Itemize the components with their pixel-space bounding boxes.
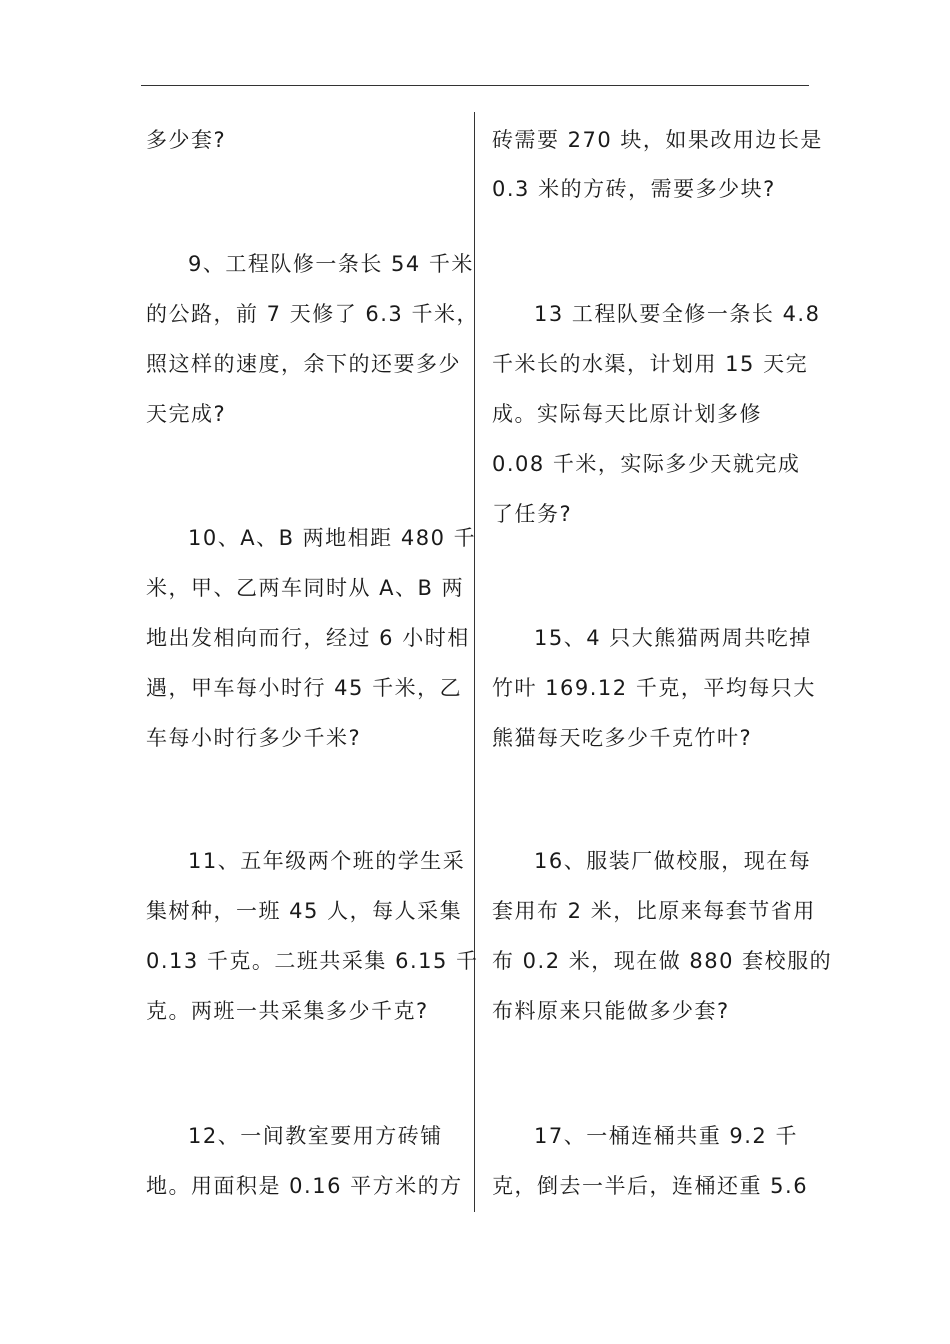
text-line: 车每小时行多少千米? xyxy=(146,726,362,750)
text-line: 熊猫每天吃多少千克竹叶? xyxy=(492,726,753,750)
header-rule xyxy=(141,85,809,86)
text-line: 地出发相向而行，经过 6 小时相 xyxy=(146,626,470,650)
text-line: 克。两班一共采集多少千克? xyxy=(146,999,429,1023)
text-line: 米，甲、乙两车同时从 A、B 两 xyxy=(146,576,465,600)
text-line: 集树种，一班 45 人，每人采集 xyxy=(146,899,463,923)
text-line: 16、服装厂做校服，现在每 xyxy=(534,849,812,873)
text-line: 布 0.2 米，现在做 880 套校服的 xyxy=(492,949,833,973)
text-line: 套用布 2 米，比原来每套节省用 xyxy=(492,899,816,923)
text-line: 15、4 只大熊猫两周共吃掉 xyxy=(534,626,812,650)
text-line: 12、一间教室要用方砖铺 xyxy=(188,1124,443,1148)
text-line: 天完成? xyxy=(146,402,227,426)
column-divider xyxy=(474,112,475,1212)
text-line: 多少套? xyxy=(146,128,227,152)
text-line: 克，倒去一半后，连桶还重 5.6 xyxy=(492,1174,809,1198)
text-line: 0.08 千米，实际多少天就完成 xyxy=(492,452,801,476)
text-line: 0.3 米的方砖，需要多少块? xyxy=(492,177,776,201)
text-line: 13 工程队要全修一条长 4.8 xyxy=(534,302,821,326)
text-line: 9、工程队修一条长 54 千米 xyxy=(188,252,474,276)
text-line: 照这样的速度，余下的还要多少 xyxy=(146,352,461,376)
text-line: 11、五年级两个班的学生采 xyxy=(188,849,466,873)
text-line: 了任务? xyxy=(492,502,573,526)
text-line: 地。用面积是 0.16 平方米的方 xyxy=(146,1174,463,1198)
text-line: 的公路，前 7 天修了 6.3 千米， xyxy=(146,302,479,326)
text-line: 17、一桶连桶共重 9.2 千 xyxy=(534,1124,798,1148)
text-line: 10、A、B 两地相距 480 千 xyxy=(188,526,477,550)
text-line: 成。实际每天比原计划多修 xyxy=(492,402,762,426)
text-line: 砖需要 270 块，如果改用边长是 xyxy=(492,128,823,152)
text-line: 0.13 千克。二班共采集 6.15 千 xyxy=(146,949,479,973)
text-line: 千米长的水渠，计划用 15 天完 xyxy=(492,352,809,376)
text-line: 遇，甲车每小时行 45 千米，乙 xyxy=(146,676,463,700)
text-line: 布料原来只能做多少套? xyxy=(492,999,730,1023)
text-line: 竹叶 169.12 千克，平均每只大 xyxy=(492,676,816,700)
